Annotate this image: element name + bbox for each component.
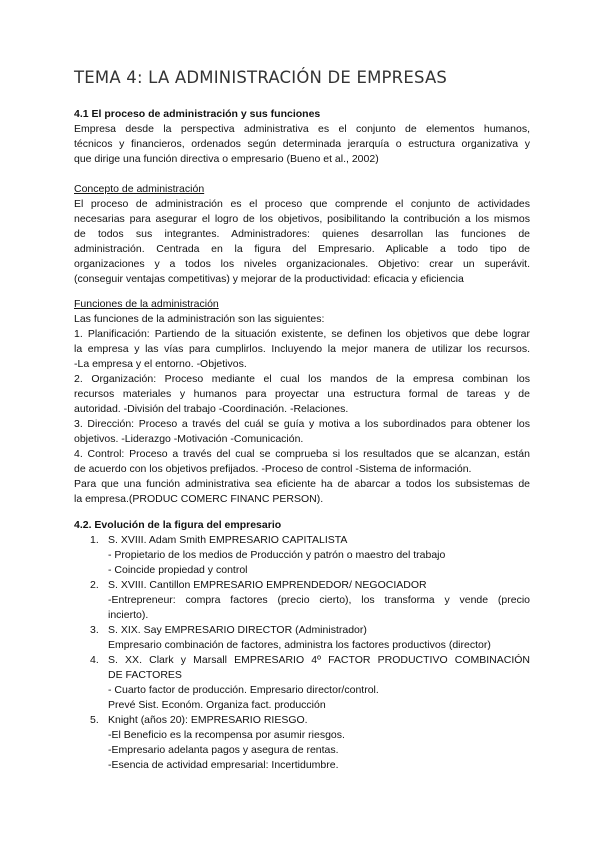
paragraph-line: de acuerdo con los objetivos prefijados. -Proceso de control -Sistema de información. xyxy=(74,463,472,475)
paragraph-line: objetivos. -Liderazgo -Motivación -Comunicación. xyxy=(74,433,304,445)
list-item-title: S. XVIII. Cantillon EMPRESARIO EMPRENDEDOR/ NEGOCIADOR xyxy=(108,579,427,591)
paragraph-line: que dirige una función directiva o empresario (Bueno et al., 2002) xyxy=(74,153,379,165)
paragraph-line: recursos materiales y humanos para proyectar una estructura formal de tareas y de xyxy=(74,388,530,400)
list-item xyxy=(74,713,530,773)
paragraph-line: 3. Dirección: Proceso a través del cuál se guía y motiva a los subordinados para obtener los xyxy=(74,418,530,430)
list-item-title: S. XX. Clark y Marsall EMPRESARIO 4º FACTOR PRODUCTIVO COMBINACIÓN xyxy=(108,654,530,666)
list-item xyxy=(74,578,530,623)
section-heading: 4.2. Evolución de la figura del empresario xyxy=(74,519,282,531)
paragraph-line: técnicos y financieros, ordenados según determinada jerarquía o estructura organizativa y xyxy=(74,138,530,150)
paragraph-line: necesarias para asegurar el logro de los objetivos, posibilitando la contribución a los mismos xyxy=(74,213,530,225)
list-item xyxy=(74,623,530,653)
list-item-line: - Propietario de los medios de Producción y patrón o maestro del trabajo xyxy=(108,549,446,561)
paragraph-line: la empresa.(PRODUC COMERC FINANC PERSON). xyxy=(74,493,324,505)
list-number: 3. xyxy=(90,624,99,636)
page-title: TEMA 4: LA ADMINISTRACIÓN DE EMPRESAS xyxy=(74,68,448,87)
paragraph-line: autoridad. -División del trabajo -Coordinación. -Relaciones. xyxy=(74,403,349,415)
list-item-title: S. XVIII. Adam Smith EMPRESARIO CAPITALISTA xyxy=(108,534,348,546)
list-item-line: - Cuarto factor de producción. Empresario director/control. xyxy=(108,684,379,696)
subsection-heading: Funciones de la administración xyxy=(74,298,219,310)
paragraph-line: organizaciones y a todos los niveles organizacionales. Objetivo: crear un superávit. xyxy=(74,258,530,270)
list-item-line: -Esencia de actividad empresarial: Incertidumbre. xyxy=(108,759,339,771)
paragraph-line: (conseguir ventajas competitivas) y mejorar de la productividad: eficacia y eficiencia xyxy=(74,273,464,285)
list-number: 4. xyxy=(90,654,99,666)
paragraph-line: administración. Centrada en la figura del Empresario. Aplicable a todo tipo de xyxy=(74,243,530,255)
section-4-1 xyxy=(74,107,530,167)
paragraph-line: Empresa desde la perspectiva administrativa es el conjunto de elementos humanos, xyxy=(74,123,530,135)
list-item-line: DE FACTORES xyxy=(108,669,182,681)
paragraph-line: -La empresa y el entorno. -Objetivos. xyxy=(74,358,247,370)
subsection-heading: Concepto de administración xyxy=(74,183,205,195)
paragraph-line: Para que una función administrativa sea eficiente ha de abarcar a todos los subsistemas de xyxy=(74,478,530,490)
list-item-title: Knight (años 20): EMPRESARIO RIESGO. xyxy=(108,714,308,726)
paragraph-line: de todos sus integrantes. Administradores: quienes desarrollan las funciones de xyxy=(74,228,530,240)
list-item-line: -Entrepreneur: compra factores (precio cierto), los transforma y vende (precio xyxy=(108,594,530,606)
evolution-list xyxy=(74,533,530,773)
list-number: 5. xyxy=(90,714,99,726)
list-item xyxy=(74,653,530,713)
list-item-title: S. XIX. Say EMPRESARIO DIRECTOR (Administrador) xyxy=(108,624,367,636)
paragraph-line: El proceso de administración es el proceso que comprende el conjunto de actividades xyxy=(74,198,530,210)
list-item-line: -Empresario adelanta pagos y asegura de rentas. xyxy=(108,744,339,756)
list-item-line: -El Beneficio es la recompensa por asumir riesgos. xyxy=(108,729,345,741)
section-heading: 4.1 El proceso de administración y sus funciones xyxy=(74,108,321,120)
list-item-line: Prevé Sist. Económ. Organiza fact. producción xyxy=(108,699,326,711)
section-concepto xyxy=(74,182,530,287)
list-item-line: Empresario combinación de factores, administra los factores productivos (director) xyxy=(108,639,491,651)
list-number: 2. xyxy=(90,579,99,591)
section-funciones xyxy=(74,297,530,507)
paragraph-line: 2. Organización: Proceso mediante el cual los mandos de la empresa combinan los xyxy=(74,373,530,385)
list-item-line: - Coincide propiedad y control xyxy=(108,564,248,576)
list-item-line: incierto). xyxy=(108,609,149,621)
paragraph-line: la empresa y las vías para cumplirlos. Incluyendo la mejor manera de utilizar los recursos. xyxy=(74,343,530,355)
paragraph-line: 4. Control: Proceso a través del cual se comprueba si los resultados que se alcanzan, están xyxy=(74,448,530,460)
section-4-2 xyxy=(74,518,530,773)
paragraph-line: Las funciones de la administración son las siguientes: xyxy=(74,313,325,325)
list-item xyxy=(74,533,530,578)
list-number: 1. xyxy=(90,534,99,546)
paragraph-line: 1. Planificación: Partiendo de la situación existente, se definen los objetivos que debe lograr xyxy=(74,328,530,340)
